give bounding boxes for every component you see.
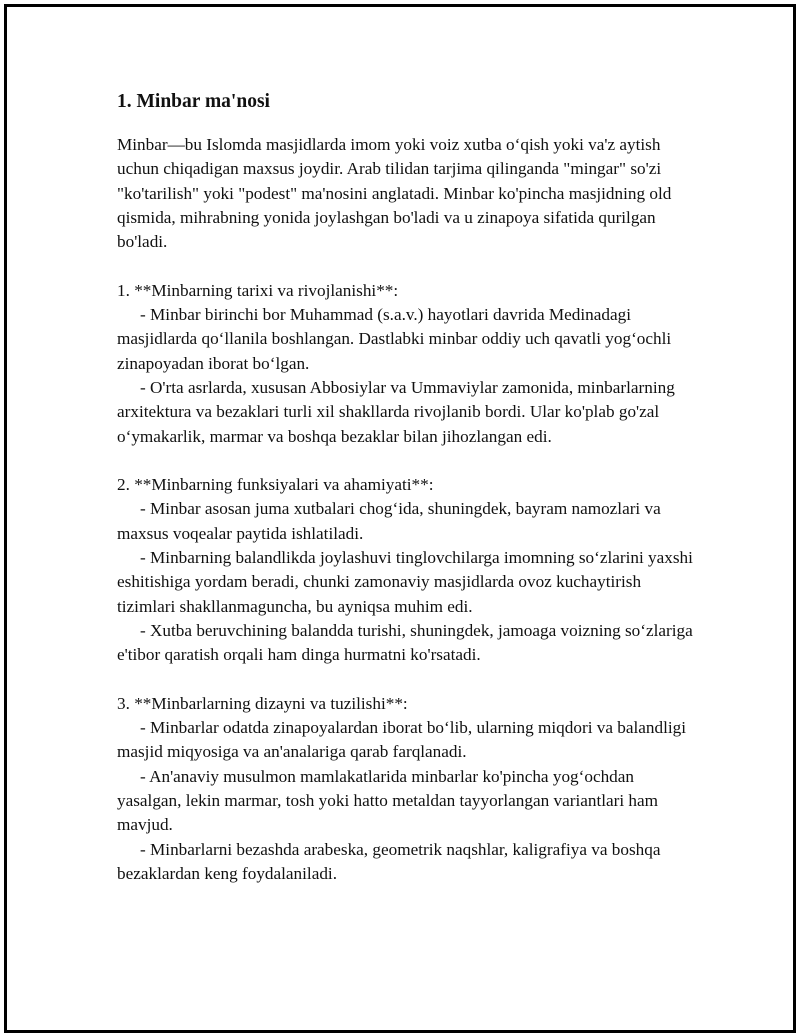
document-body xyxy=(117,90,697,886)
list-item: - Minbarlarni bezashda arabeska, geometrik naqshlar, kaligrafiya va boshqa bezaklardan keng foydalaniladi. xyxy=(117,839,661,883)
section-history xyxy=(117,279,697,449)
section-design xyxy=(117,692,697,886)
list-item: - Minbarlar odatda zinapoyalardan iborat bo‘lib, ularning miqdori va balandligi masjid miqyosiga va an'analariga qarab farqlanadi. xyxy=(117,718,687,762)
list-item: - An'anaviy musulmon mamlakatlarida minbarlar ko'pincha yog‘ochdan yasalgan, lekin marmar, tosh yoki hatto metaldan tayyorlangan variantlari ham mavjud. xyxy=(117,766,659,835)
intro-paragraph: Minbar—bu Islomda masjidlarda imom yoki voiz xutba o‘qish yoki va'z aytish uchun chiqadigan maxsus joydir. Arab tilidan tarjima qilinganda "mingar" so'zi "ko'tarilish" yoki "podest" ma'nosini anglatadi. Minbar ko'pincha masjidning old qismida, mihrabning yonida joylashgan bo'ladi va u zinapoya sifatida qurilgan bo'ladi. xyxy=(117,135,672,252)
section-heading: 2. **Minbarning funksiyalari va ahamiyati**: xyxy=(117,475,434,495)
list-item: - Minbarning balandlikda joylashuvi tinglovchilarga imomning so‘zlarini yaxshi eshitishiga yordam beradi, chunki zamonaviy masjidlarda ovoz kuchaytirish tizimlari shakllanmaguncha, bu ayniqsa muhim edi. xyxy=(117,548,693,616)
list-item: - Xutba beruvchining balandda turishi, shuningdek, jamoaga voizning so‘zlariga e'tibor qaratish orqali ham dinga hurmatni ko'rsatadi. xyxy=(117,620,693,665)
document-title: 1. Minbar ma'nosi xyxy=(117,91,270,112)
list-item: - Minbar asosan juma xutbalari chog‘ida, shuningdek, bayram namozlari va maxsus voqealar paytida ishlatiladi. xyxy=(117,499,661,543)
section-heading: 3. **Minbarlarning dizayni va tuzilishi**: xyxy=(117,693,408,713)
section-functions xyxy=(117,473,697,667)
list-item: - O'rta asrlarda, xususan Abbosiylar va Ummaviylar zamonida, minbarlarning arxitektura va bezaklari turli xil shakllarda rivojlanib bordi. Ular ko'plab go'zal o‘ymakarlik, marmar va boshqa bezaklar bilan jihozlangan edi. xyxy=(117,377,675,446)
section-heading: 1. **Minbarning tarixi va rivojlanishi**: xyxy=(117,280,399,300)
list-item: - Minbar birinchi bor Muhammad (s.a.v.) hayotlari davrida Medinadagi masjidlarda qo‘llanila boshlangan. Dastlabki minbar oddiy uch qavatli yog‘ochli zinapoyadan iborat bo‘lgan. xyxy=(117,305,672,373)
